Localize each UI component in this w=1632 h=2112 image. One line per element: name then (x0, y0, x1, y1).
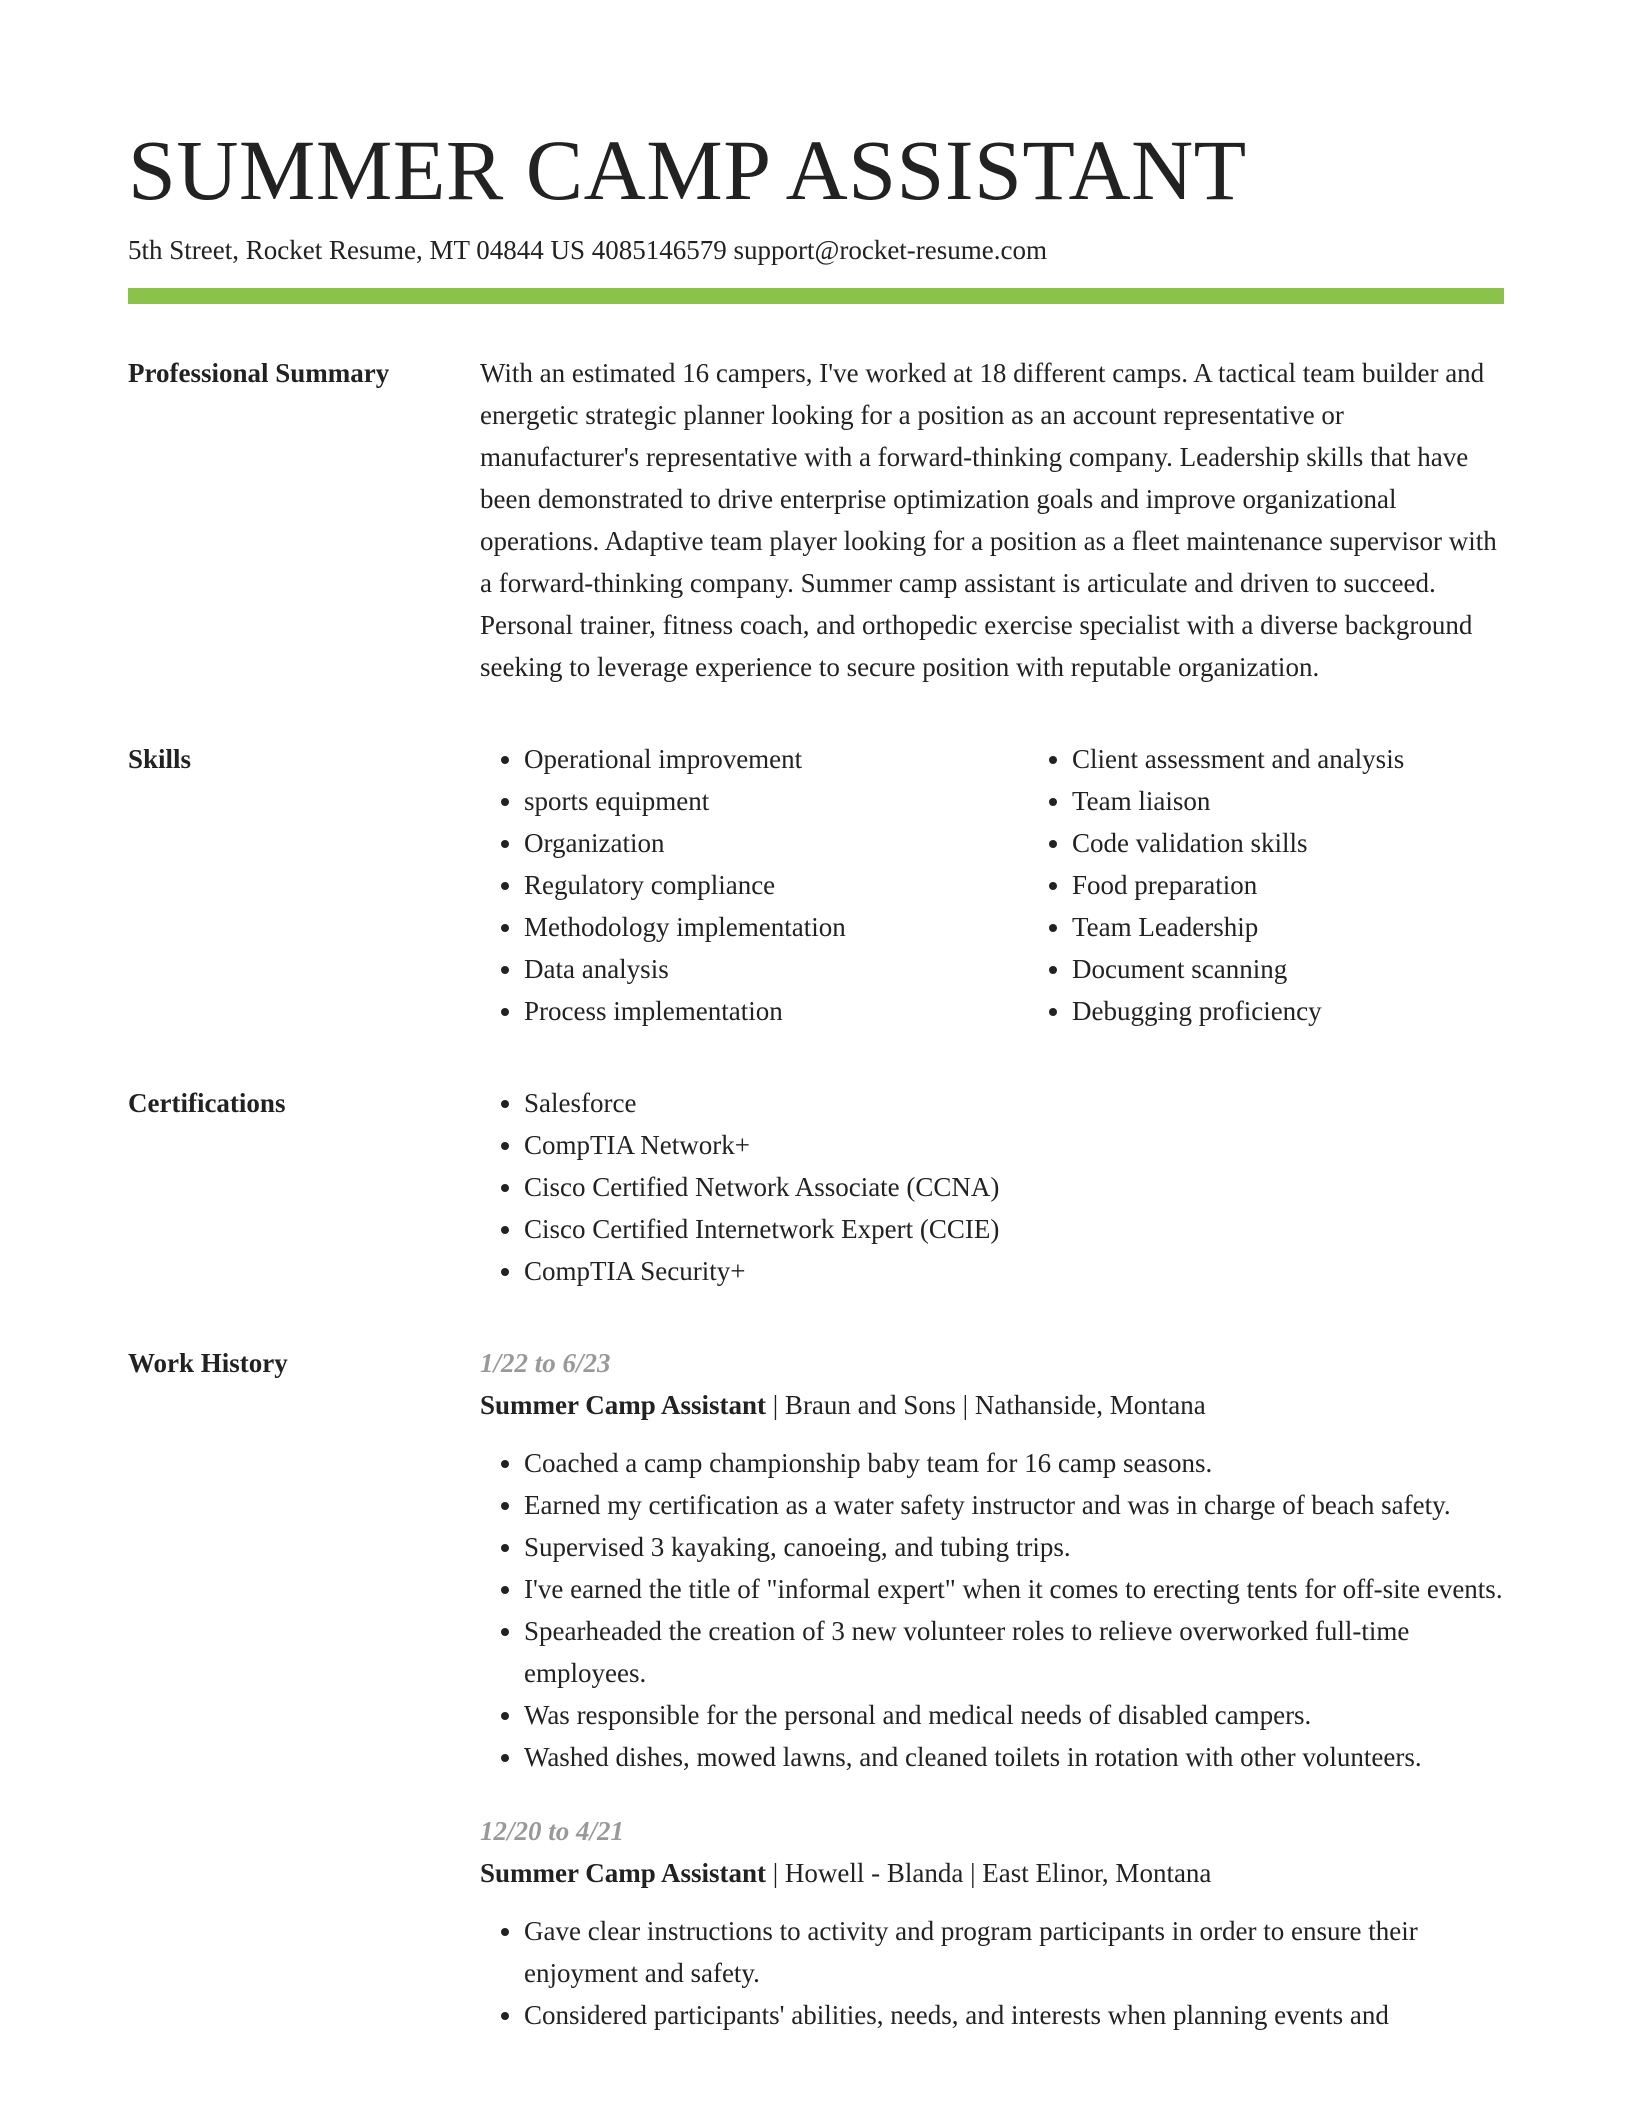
job-heading-line (480, 1384, 1504, 1426)
skill-item: • Operational improvement (524, 738, 1028, 780)
skill-item: • Methodology implementation (524, 906, 1028, 948)
job-employer-location: | Howell - Blanda | East Elinor, Montana (766, 1858, 1212, 1888)
certifications-list (480, 1082, 1504, 1292)
skill-item: • Code validation skills (1072, 822, 1576, 864)
job-heading-line (480, 1852, 1504, 1894)
contact-email: support@rocket-resume.com (733, 235, 1048, 265)
work-history-heading: Work History (128, 1348, 288, 1378)
job-duty: • Gave clear instructions to activity and program participants in order to ensure their enjoyment and safety. (524, 1910, 1504, 1994)
header-accent-bar (128, 288, 1504, 304)
skill-item: • Client assessment and analysis (1072, 738, 1576, 780)
skill-item: • sports equipment (524, 780, 1028, 822)
job-entry (480, 1810, 1504, 2036)
resume-name: SUMMER CAMP ASSISTANT (128, 122, 1247, 218)
skill-item: • Food preparation (1072, 864, 1576, 906)
job-duty: • Supervised 3 kayaking, canoeing, and tubing trips. (524, 1526, 1504, 1568)
skills-list-left (480, 738, 1028, 1032)
certification-item: • Cisco Certified Network Associate (CCNA) (524, 1166, 1504, 1208)
skills-section (128, 738, 1504, 1032)
job-duty: • Earned my certification as a water safety instructor and was in charge of beach safety. (524, 1484, 1504, 1526)
work-history-section (128, 1342, 1504, 2036)
certification-item: • Salesforce (524, 1082, 1504, 1124)
job-duty: • Washed dishes, mowed lawns, and cleaned toilets in rotation with other volunteers. (524, 1736, 1504, 1778)
summary-section (128, 352, 1504, 688)
job-title: Summer Camp Assistant (480, 1390, 767, 1420)
job-dates: 12/20 to 4/21 (480, 1816, 625, 1846)
skill-item: • Team Leadership (1072, 906, 1576, 948)
skills-heading: Skills (128, 744, 192, 774)
contact-phone: 4085146579 (591, 235, 727, 265)
job-entry (480, 1342, 1504, 1778)
certification-item: • CompTIA Security+ (524, 1250, 1504, 1292)
contact-line (128, 232, 1504, 268)
certifications-heading: Certifications (128, 1088, 286, 1118)
skill-item: • Team liaison (1072, 780, 1576, 822)
job-dates: 1/22 to 6/23 (480, 1348, 611, 1378)
job-duty: • Considered participants' abilities, needs, and interests when planning events and (524, 1994, 1504, 2036)
skills-list-right (1028, 738, 1576, 1032)
summary-text: With an estimated 16 campers, I've worked at 18 different camps. A tactical team builder and energetic strategic planner looking for a position as an account representative or manufacturer's representative with a forward-thinking company. Leadership skills that have been demonstrated to drive enterprise optimization goals and improve organizational operations. Adaptive team player looking for a position as a fleet maintenance supervisor with a forward-thinking company. Summer camp assistant is articulate and driven to succeed. Personal trainer, fitness coach, and orthopedic exercise specialist with a diverse background seeking to leverage experience to secure position with reputable organization. (480, 358, 1497, 682)
certification-item: • Cisco Certified Internetwork Expert (CCIE) (524, 1208, 1504, 1250)
skill-item: • Data analysis (524, 948, 1028, 990)
certifications-section (128, 1082, 1504, 1292)
job-title: Summer Camp Assistant (480, 1858, 767, 1888)
skill-item: • Document scanning (1072, 948, 1576, 990)
skill-item: • Debugging proficiency (1072, 990, 1576, 1032)
certification-item: • CompTIA Network+ (524, 1124, 1504, 1166)
job-employer-location: | Braun and Sons | Nathanside, Montana (766, 1390, 1206, 1420)
job-duty: • Was responsible for the personal and medical needs of disabled campers. (524, 1694, 1504, 1736)
job-duties-list (480, 1910, 1504, 2036)
job-duty: • I've earned the title of "informal expert" when it comes to erecting tents for off-site events. (524, 1568, 1504, 1610)
job-duty: • Coached a camp championship baby team for 16 camp seasons. (524, 1442, 1504, 1484)
skill-item: • Regulatory compliance (524, 864, 1028, 906)
summary-heading: Professional Summary (128, 358, 390, 388)
skill-item: • Organization (524, 822, 1028, 864)
contact-address: 5th Street, Rocket Resume, MT 04844 US (128, 235, 585, 265)
job-duty: • Spearheaded the creation of 3 new volunteer roles to relieve overworked full-time employees. (524, 1610, 1504, 1694)
skill-item: • Process implementation (524, 990, 1028, 1032)
job-duties-list (480, 1442, 1504, 1778)
